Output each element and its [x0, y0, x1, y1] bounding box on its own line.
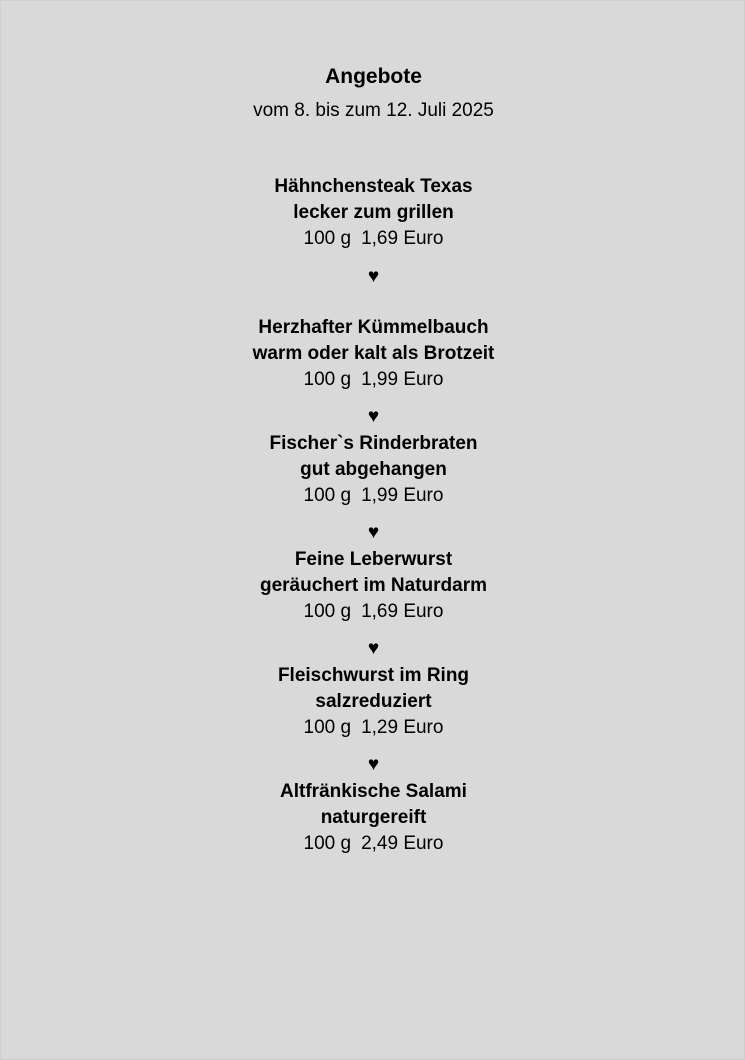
offer-item [1, 779, 745, 857]
offer-quantity: 100 g [303, 485, 352, 506]
heart-icon: ♥ [367, 266, 380, 287]
offer-description: geräuchert im Naturdarm [259, 575, 487, 596]
heart-icon: ♥ [367, 522, 380, 543]
offer-name: Feine Leberwurst [294, 549, 453, 570]
offer-price: 2,49 Euro [361, 833, 444, 854]
offer-name: Herzhafter Kümmelbauch [258, 317, 489, 338]
offer-description: naturgereift [320, 807, 427, 828]
offer-item [1, 547, 745, 625]
offer-price: 1,69 Euro [361, 228, 444, 249]
offer-price: 1,69 Euro [361, 601, 444, 622]
heart-icon: ♥ [367, 754, 380, 775]
offer-price-line [1, 715, 745, 741]
offer-price-line [1, 831, 745, 857]
heart-icon: ♥ [367, 406, 380, 427]
offer-quantity: 100 g [303, 369, 352, 390]
offer-item [1, 174, 745, 252]
page-title: Angebote [325, 65, 422, 88]
offer-description: salzreduziert [315, 691, 432, 712]
offer-price: 1,29 Euro [361, 717, 444, 738]
offer-name: Fleischwurst im Ring [277, 665, 470, 686]
date-range: vom 8. bis zum 12. Juli 2025 [253, 100, 494, 121]
offer-price-line [1, 226, 745, 252]
offer-item [1, 315, 745, 393]
offer-description: lecker zum grillen [293, 202, 454, 223]
offer-price-line [1, 367, 745, 393]
offer-item [1, 431, 745, 509]
offer-description: gut abgehangen [300, 459, 447, 480]
offer-name: Hähnchensteak Texas [274, 176, 473, 197]
offer-quantity: 100 g [303, 717, 352, 738]
offer-item [1, 663, 745, 741]
offer-name: Altfränkische Salami [280, 781, 467, 802]
offer-description: warm oder kalt als Brotzeit [252, 343, 495, 364]
offer-quantity: 100 g [303, 228, 352, 249]
offer-quantity: 100 g [303, 833, 352, 854]
offer-price: 1,99 Euro [361, 369, 444, 390]
offer-price-line [1, 599, 745, 625]
offer-price-line [1, 483, 745, 509]
offer-quantity: 100 g [303, 601, 352, 622]
heart-icon: ♥ [367, 638, 380, 659]
offer-name: Fischer`s Rinderbraten [269, 433, 478, 454]
offer-price: 1,99 Euro [361, 485, 444, 506]
